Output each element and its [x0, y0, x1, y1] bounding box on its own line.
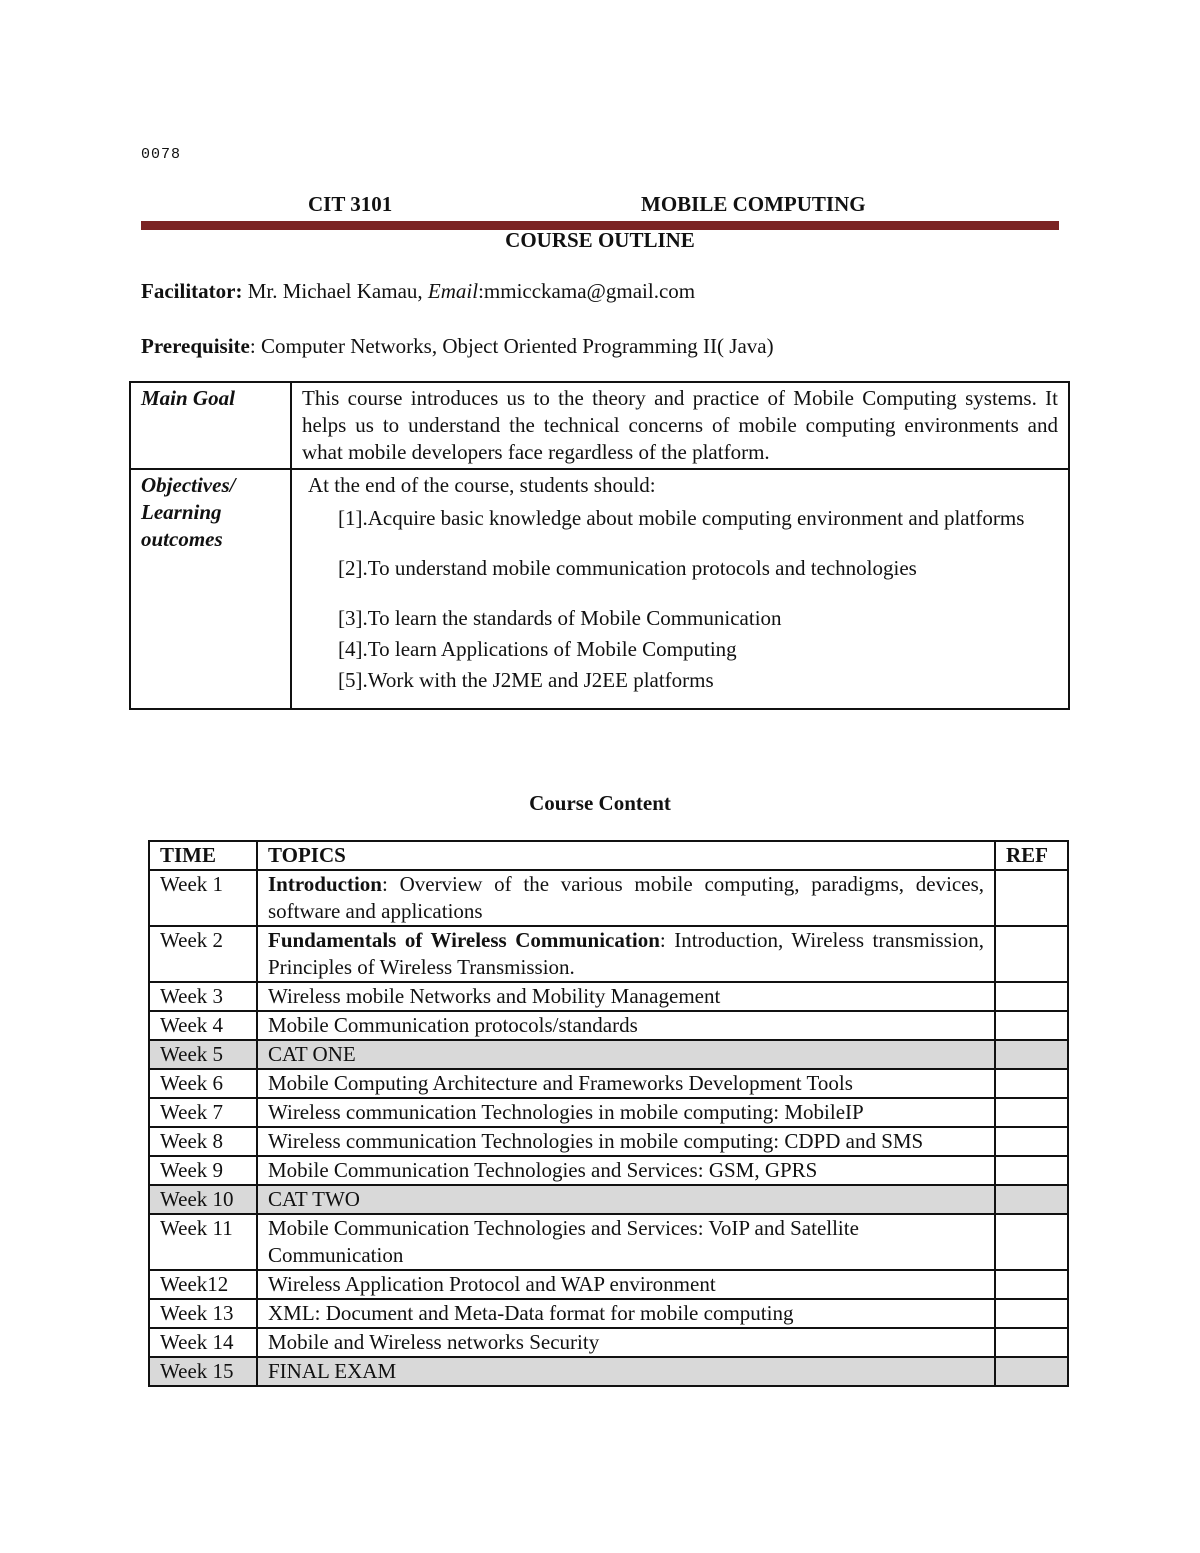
ref-cell [995, 926, 1068, 982]
list-item [338, 634, 1058, 665]
week-cell: Week 4 [149, 1011, 257, 1040]
main-goal-row [130, 382, 1069, 469]
main-goal-text: This course introduces us to the theory and practice of Mobile Computing systems. It helps us to understand the technical concerns of mobile computing environments and what mobile developers face regardless of the platform. [291, 382, 1069, 469]
objective-text: To understand mobile communication protocols and technologies [367, 556, 917, 580]
table-row [149, 1156, 1068, 1185]
list-item [338, 603, 1058, 634]
ref-cell [995, 1127, 1068, 1156]
ref-cell [995, 1270, 1068, 1299]
column-header-topics: TOPICS [257, 841, 995, 870]
week-cell: Week 1 [149, 870, 257, 926]
table-header-row [149, 841, 1068, 870]
table-row [149, 1270, 1068, 1299]
table-row [149, 1098, 1068, 1127]
ref-cell [995, 1357, 1068, 1386]
topic-heading: Introduction [268, 872, 382, 896]
objective-number: [1]. [338, 506, 368, 530]
week-cell: Week 6 [149, 1069, 257, 1098]
week-cell: Week 5 [149, 1040, 257, 1069]
topic-cell [257, 1270, 995, 1299]
ref-cell [995, 1069, 1068, 1098]
objectives-row [130, 469, 1069, 709]
ref-cell [995, 1214, 1068, 1270]
week-cell: Week 13 [149, 1299, 257, 1328]
topic-cell [257, 1127, 995, 1156]
topic-text: CAT ONE [268, 1042, 356, 1066]
topic-cell [257, 1328, 995, 1357]
prerequisite-line [141, 334, 774, 359]
ref-cell [995, 1185, 1068, 1214]
topic-text: CAT TWO [268, 1187, 360, 1211]
course-content-body [149, 870, 1068, 1386]
facilitator-label: Facilitator: [141, 279, 243, 303]
table-row [149, 926, 1068, 982]
week-cell: Week 11 [149, 1214, 257, 1270]
list-item [338, 503, 1058, 534]
objective-number: [5]. [338, 668, 368, 692]
list-item [338, 553, 1058, 584]
objective-number: [4]. [338, 637, 368, 661]
topic-text: : Overview of the various mobile computing, paradigms, devices, software and applications [268, 872, 984, 923]
topic-text: Wireless communication Technologies in mobile computing: MobileIP [268, 1100, 864, 1124]
table-row [149, 1328, 1068, 1357]
topic-cell [257, 1299, 995, 1328]
table-row [149, 1040, 1068, 1069]
topic-text: Mobile Communication Technologies and Services: VoIP and Satellite Communication [268, 1216, 859, 1267]
topic-cell [257, 1156, 995, 1185]
prerequisite-value: : Computer Networks, Object Oriented Programming II( Java) [249, 334, 774, 358]
objective-text: To learn Applications of Mobile Computing [367, 637, 737, 661]
objectives-label-line: Learning [141, 500, 222, 524]
table-row [149, 1357, 1068, 1386]
objectives-label-line: outcomes [141, 527, 223, 551]
topic-heading: Fundamentals of Wireless Communication [268, 928, 660, 952]
topic-cell [257, 1040, 995, 1069]
objectives-label [130, 469, 291, 709]
topic-cell [257, 1011, 995, 1040]
ref-cell [995, 1011, 1068, 1040]
week-cell: Week 15 [149, 1357, 257, 1386]
topic-text: Mobile Communication Technologies and Services: GSM, GPRS [268, 1158, 818, 1182]
goal-table [129, 381, 1070, 710]
ref-cell [995, 1098, 1068, 1127]
objectives-intro: At the end of the course, students should: [308, 473, 656, 497]
email-label: Email [427, 279, 479, 303]
topic-cell [257, 926, 995, 982]
prerequisite-label: Prerequisite [141, 334, 250, 358]
topic-cell [257, 1069, 995, 1098]
table-row [149, 1127, 1068, 1156]
week-cell: Week 7 [149, 1098, 257, 1127]
topic-text: XML: Document and Meta-Data format for mobile computing [268, 1301, 794, 1325]
ref-cell [995, 1040, 1068, 1069]
topic-text: Mobile and Wireless networks Security [268, 1330, 600, 1354]
main-goal-label: Main Goal [130, 382, 291, 469]
objective-number: [3]. [338, 606, 368, 630]
document-number: 0078 [141, 146, 182, 163]
objective-text: Work with the J2ME and J2EE platforms [367, 668, 714, 692]
topic-cell [257, 1357, 995, 1386]
topic-cell [257, 1185, 995, 1214]
week-cell: Week 8 [149, 1127, 257, 1156]
topic-text: FINAL EXAM [268, 1359, 397, 1383]
topic-text: Mobile Communication protocols/standards [268, 1013, 638, 1037]
course-code: CIT 3101 [308, 192, 393, 216]
facilitator-name: Mr. Michael Kamau, [247, 279, 423, 303]
ref-cell [995, 982, 1068, 1011]
week-cell: Week 9 [149, 1156, 257, 1185]
course-content-title: Course Content [529, 791, 671, 815]
list-item [338, 665, 1058, 696]
facilitator-line [141, 279, 695, 304]
week-cell: Week 10 [149, 1185, 257, 1214]
objectives-cell [291, 469, 1069, 709]
topic-cell [257, 870, 995, 926]
week-cell: Week 3 [149, 982, 257, 1011]
course-content-table [148, 840, 1069, 1387]
column-header-time: TIME [149, 841, 257, 870]
table-row [149, 870, 1068, 926]
ref-cell [995, 1299, 1068, 1328]
topic-text: Wireless communication Technologies in mobile computing: CDPD and SMS [268, 1129, 924, 1153]
objective-text: Acquire basic knowledge about mobile computing environment and platforms [367, 506, 1025, 530]
table-row [149, 1011, 1068, 1040]
objective-text: To learn the standards of Mobile Communication [367, 606, 782, 630]
topic-text: : Introduction, Wireless transmission, Principles of Wireless Transmission. [268, 928, 984, 979]
objective-number: [2]. [338, 556, 368, 580]
table-row [149, 1214, 1068, 1270]
objectives-label-line: Objectives/ [141, 473, 236, 497]
course-name: MOBILE COMPUTING [641, 192, 866, 216]
topic-text: Wireless mobile Networks and Mobility Management [268, 984, 721, 1008]
ref-cell [995, 1328, 1068, 1357]
week-cell: Week 2 [149, 926, 257, 982]
table-row [149, 1299, 1068, 1328]
table-row [149, 1185, 1068, 1214]
table-row [149, 982, 1068, 1011]
week-cell: Week12 [149, 1270, 257, 1299]
topic-cell [257, 1098, 995, 1127]
week-cell: Week 14 [149, 1328, 257, 1357]
topic-cell [257, 1214, 995, 1270]
email-value: :mmicckama@gmail.com [478, 279, 696, 303]
table-row [149, 1069, 1068, 1098]
column-header-ref: REF [995, 841, 1068, 870]
objectives-list [302, 503, 1058, 696]
page-title: COURSE OUTLINE [505, 228, 695, 252]
topic-text: Mobile Computing Architecture and Frameworks Development Tools [268, 1071, 853, 1095]
ref-cell [995, 1156, 1068, 1185]
topic-text: Wireless Application Protocol and WAP environment [268, 1272, 716, 1296]
topic-cell [257, 982, 995, 1011]
ref-cell [995, 870, 1068, 926]
